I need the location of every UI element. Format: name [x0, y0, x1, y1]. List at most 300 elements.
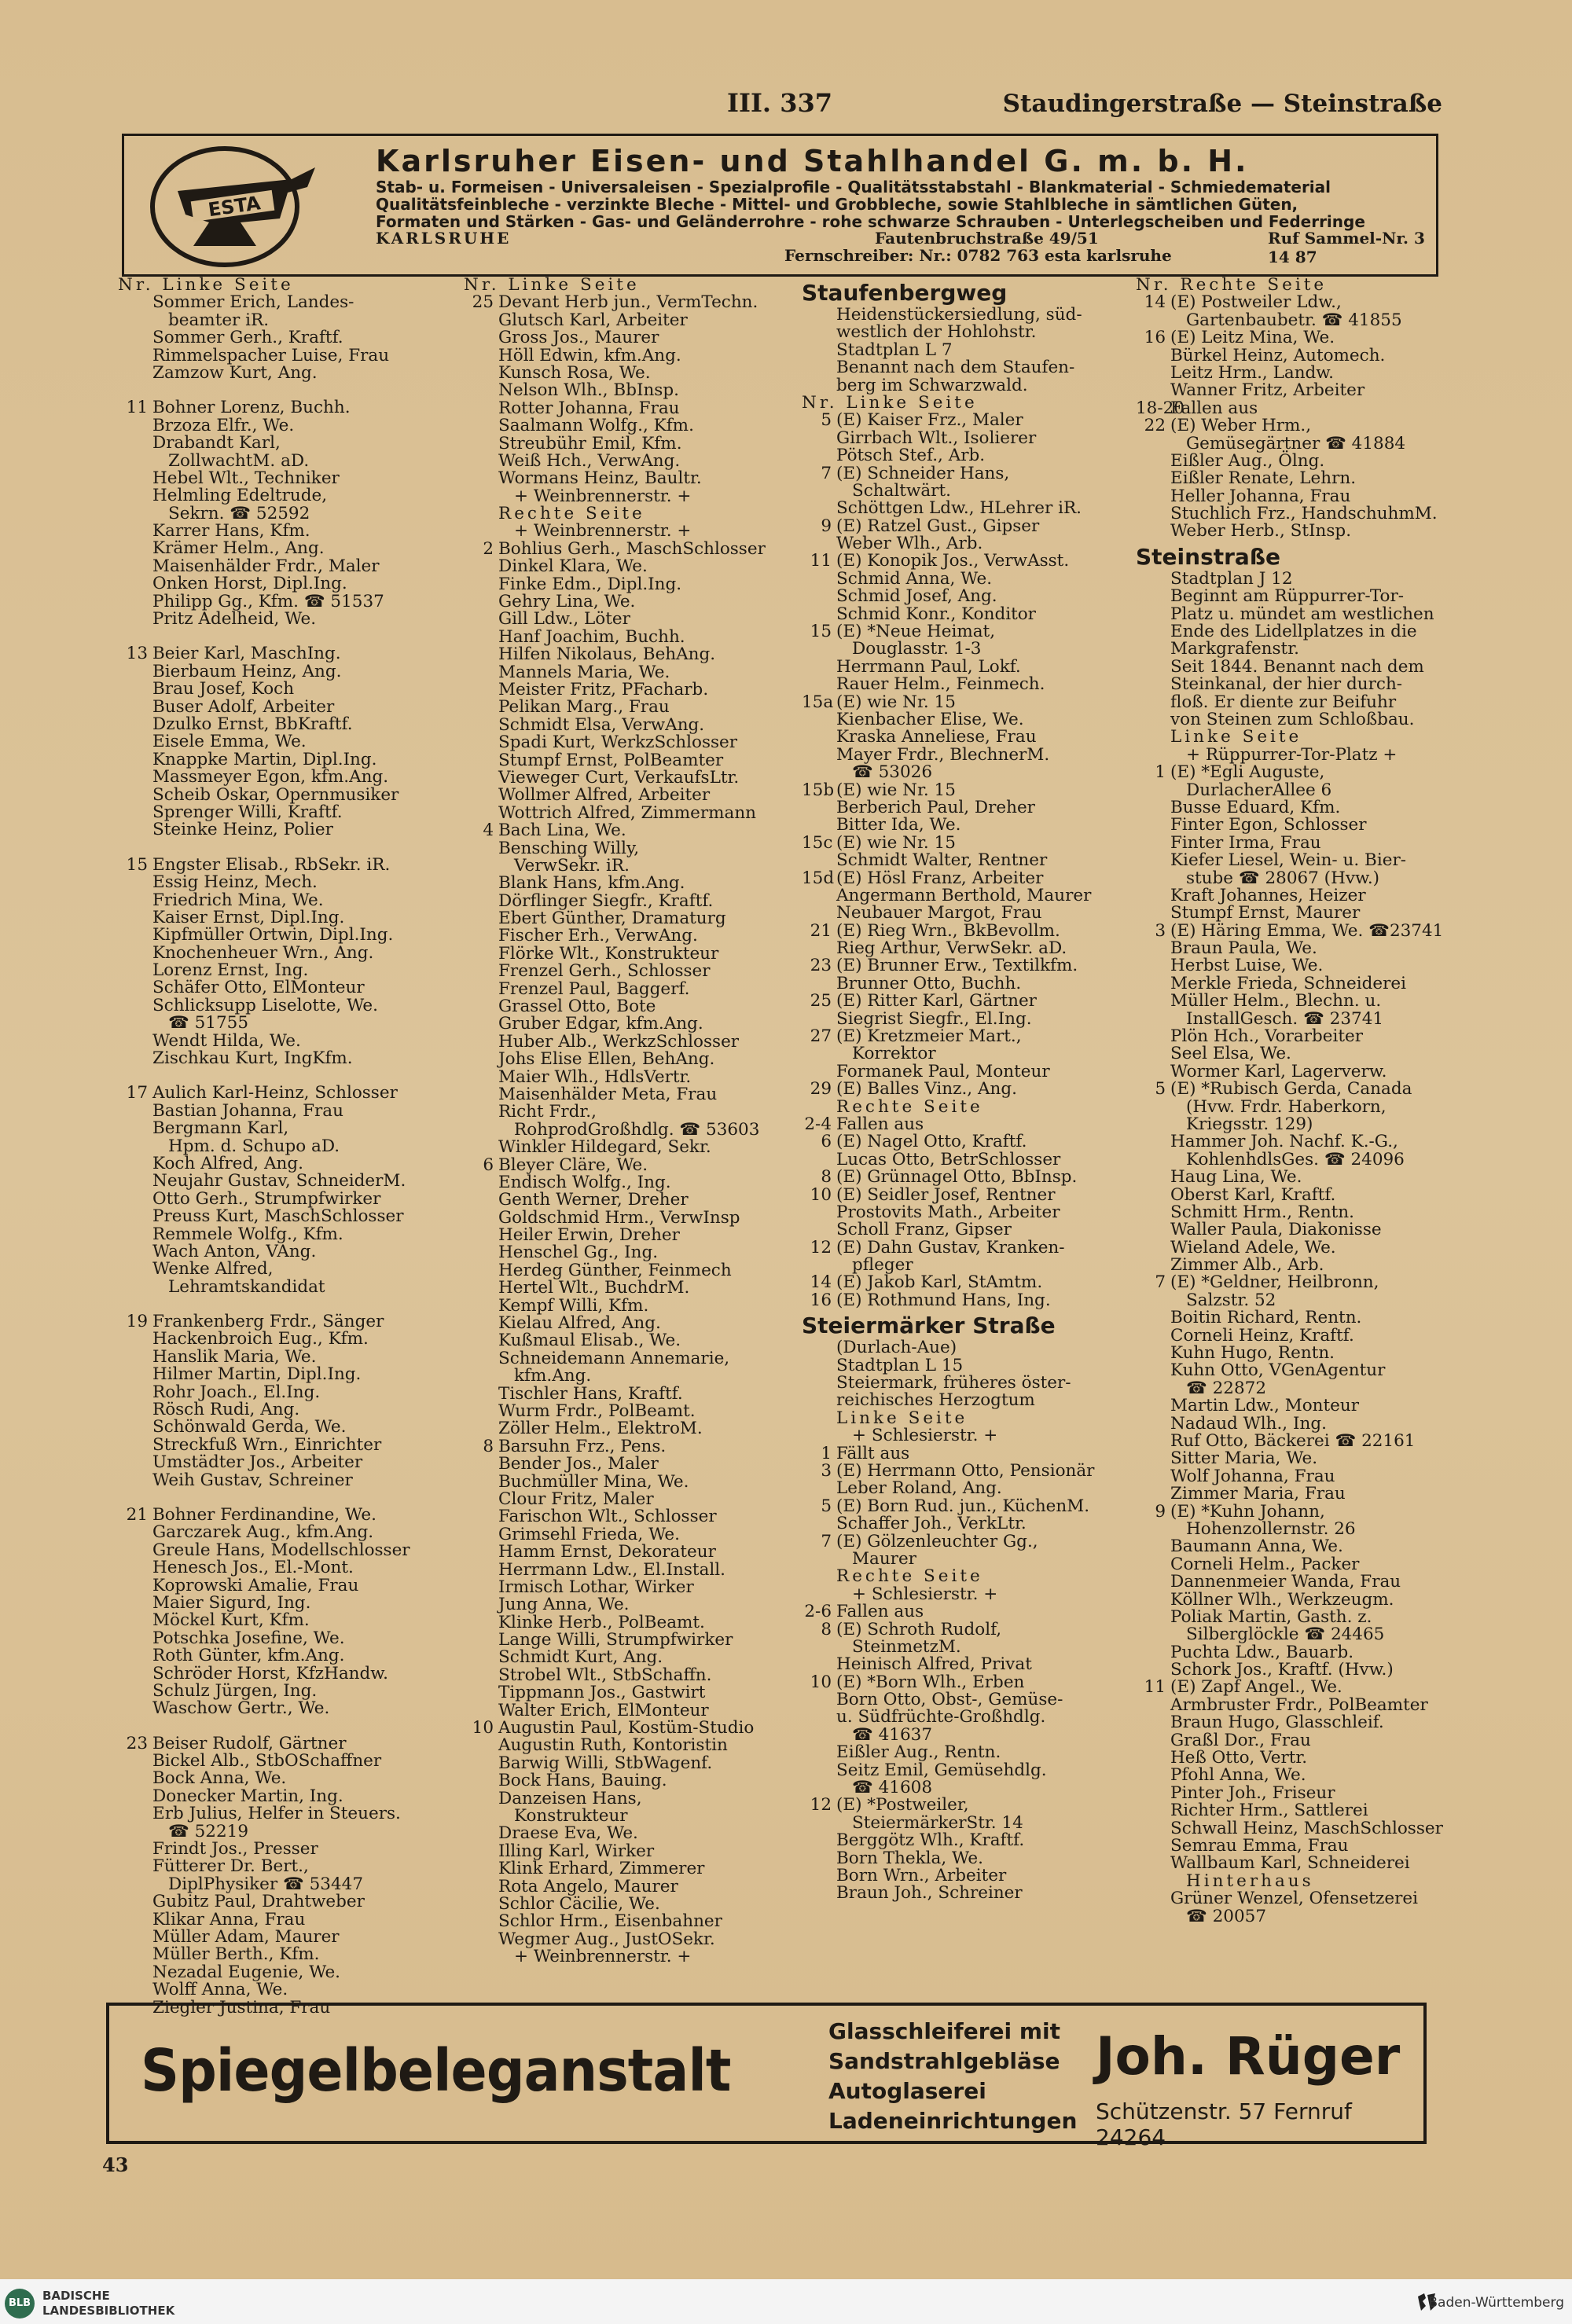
- entry-text: Eißler Renate, Lehrn.: [1170, 468, 1357, 489]
- directory-entry: [802, 1357, 1116, 1375]
- entry-text: (E) Konopik Jos., VerwAsst.: [836, 551, 1070, 571]
- house-number: 14: [1144, 292, 1166, 313]
- entry-gap: [118, 839, 444, 857]
- entry-text: Klink Erhard, Zimmerer: [498, 1859, 705, 1879]
- listing-column-4: [1136, 277, 1450, 1926]
- entry-text: (E) Kretzmeier Mart.,: [836, 1026, 1022, 1047]
- directory-entry: [802, 641, 1116, 658]
- directory-entry: [118, 909, 444, 927]
- entry-text: Schmidt Elsa, VerwAng.: [498, 714, 705, 735]
- house-number: 15: [810, 622, 832, 642]
- entry-text: Seitz Emil, Gemüsehdlg.: [836, 1760, 1047, 1780]
- street-heading: [1136, 541, 1450, 571]
- directory-entry: [118, 1173, 444, 1190]
- entry-text: Berberich Paul, Dreher: [836, 797, 1035, 817]
- house-number: 11: [126, 398, 148, 418]
- directory-entry: [802, 729, 1116, 746]
- directory-entry: [802, 1797, 1116, 1814]
- directory-entry: [802, 711, 1116, 729]
- entry-text: + Weinbrennerstr. +: [514, 521, 692, 542]
- directory-entry: [802, 1184, 1116, 1205]
- entry-text: Kielau Alfred, Ang.: [498, 1313, 661, 1334]
- directory-entry: [118, 1630, 444, 1647]
- entry-text: Zamzow Kurt, Ang.: [152, 362, 318, 383]
- entry-text: Finke Edm., Dipl.Ing.: [498, 574, 682, 594]
- entry-text: Kriegsstr. 129): [1186, 1114, 1313, 1134]
- entry-text: Bensching Willy,: [498, 838, 640, 858]
- entry-text: Zischkau Kurt, IngKfm.: [152, 1048, 353, 1069]
- directory-entry: [464, 1544, 802, 1561]
- directory-entry: [802, 975, 1116, 993]
- entry-text: Weih Gustav, Schreiner: [152, 1470, 353, 1490]
- entry-text: Bierbaum Heinz, Ang.: [152, 661, 342, 681]
- directory-entry: [464, 963, 802, 980]
- entry-text: Draese Eva, We.: [498, 1823, 638, 1844]
- directory-entry: [1136, 505, 1450, 523]
- house-number: 27: [810, 1026, 832, 1047]
- directory-entry: [118, 1100, 444, 1121]
- directory-entry: [464, 1051, 802, 1068]
- entry-text: (E) Jakob Karl, StAmtm.: [836, 1272, 1043, 1293]
- directory-entry: [1136, 1732, 1450, 1749]
- directory-entry: [464, 312, 802, 329]
- house-number: 10: [472, 1718, 494, 1738]
- directory-entry: [1136, 1397, 1450, 1415]
- directory-entry: [1136, 1116, 1450, 1133]
- entry-text: westlich der Hohlohstr.: [836, 322, 1037, 343]
- directory-entry: [118, 1770, 444, 1787]
- directory-entry: [1136, 1573, 1450, 1591]
- esta-company-name: Karlsruher Eisen- und Stahlhandel G. m. b. H.: [376, 144, 1249, 178]
- entry-text: (E) *Postweiler,: [836, 1795, 969, 1816]
- listing-column-3: [802, 277, 1116, 1903]
- directory-entry: [1136, 1292, 1450, 1309]
- directory-entry: [464, 593, 802, 611]
- directory-entry: [802, 1621, 1116, 1639]
- entry-text: Helmling Edeltrude,: [152, 486, 328, 506]
- directory-entry: [464, 1119, 802, 1140]
- entry-text: Kipfmüller Ortwin, Dipl.Ing.: [152, 925, 394, 945]
- house-number: 12: [810, 1795, 832, 1816]
- directory-entry: [1136, 312, 1450, 329]
- entry-text: Maurer: [852, 1548, 916, 1569]
- directory-entry: [802, 1548, 1116, 1569]
- entry-text: Bohlius Gerh., MaschSchlosser: [498, 538, 766, 559]
- directory-entry: [464, 1103, 802, 1121]
- directory-entry: [464, 1878, 802, 1896]
- directory-entry: [1136, 782, 1450, 799]
- entry-text: Heß Otto, Vertr.: [1170, 1748, 1308, 1768]
- entry-text: ☎ 52219: [168, 1821, 249, 1841]
- directory-entry: [802, 1081, 1116, 1098]
- esta-address: Fautenbruchstraße 49/51: [875, 229, 1099, 248]
- directory-entry: [118, 663, 444, 681]
- entry-text: Wottrich Alfred, Zimmermann: [498, 802, 757, 823]
- entry-text: Herdeg Günther, Feinmech: [498, 1260, 732, 1280]
- entry-text: Buser Adolf, Arbeiter: [152, 696, 335, 717]
- entry-text: Dannenmeier Wanda, Frau: [1170, 1572, 1401, 1592]
- entry-text: Schmid Josef, Ang.: [836, 586, 997, 607]
- entry-text: (E) Schroth Rudolf,: [836, 1619, 1002, 1639]
- house-number: 5: [821, 410, 832, 431]
- entry-text: ☎ 41608: [852, 1778, 933, 1798]
- entry-text: Pfohl Anna, We.: [1170, 1765, 1306, 1786]
- entry-text: DurlacherAllee 6: [1186, 780, 1332, 800]
- entry-text: Kienbacher Elise, We.: [836, 709, 1024, 729]
- entry-text: Preuss Kurt, MaschSchlosser: [152, 1206, 404, 1227]
- directory-entry: [464, 1526, 802, 1544]
- entry-text: Zöller Helm., ElektroM.: [498, 1419, 703, 1439]
- directory-entry: [464, 1456, 802, 1473]
- directory-entry: [802, 430, 1116, 447]
- directory-entry: [464, 822, 802, 839]
- entry-text: Genth Werner, Dreher: [498, 1190, 689, 1210]
- house-number: 1: [1155, 762, 1166, 783]
- entry-text: Waller Paula, Diakonisse: [1170, 1220, 1382, 1240]
- esta-line: Formaten und Stärken - Gas- und Geländerrohre - rohe schwarze Schrauben - Unterlegscheiben und Federringe: [376, 212, 1365, 231]
- directory-entry: [464, 538, 802, 559]
- esta-line: Stab- u. Formeisen - Universaleisen - Spezialprofile - Qualitätsstabstahl - Blankmaterial - Schmiedematerial: [376, 178, 1331, 196]
- directory-entry: [118, 1858, 444, 1875]
- directory-entry: [1136, 1767, 1450, 1784]
- house-number: 17: [126, 1083, 148, 1103]
- entry-text: ☎ 53026: [852, 762, 933, 783]
- street-heading: [802, 1309, 1116, 1339]
- entry-text: Maisenhälder Meta, Frau: [498, 1084, 718, 1104]
- entry-text: ZollwachtM. aD.: [168, 450, 310, 471]
- blb-library-name: [42, 2289, 174, 2318]
- directory-entry: [464, 699, 802, 716]
- directory-entry: [464, 1843, 802, 1860]
- directory-entry: [464, 1893, 802, 1914]
- directory-entry: [464, 1207, 802, 1228]
- entry-text: Born Otto, Obst-, Gemüse-: [836, 1690, 1063, 1710]
- entry-text: Sekrn. ☎ 52592: [168, 503, 310, 523]
- entry-text: Bock Anna, We.: [152, 1768, 287, 1789]
- entry-text: Maisenhälder Frdr., Maler: [152, 556, 380, 576]
- entry-text: Markgrafenstr.: [1170, 639, 1299, 659]
- directory-entry: [1136, 711, 1450, 729]
- entry-text: Wurm Frdr., PolBeamt.: [498, 1401, 696, 1421]
- directory-entry: [1136, 1380, 1450, 1397]
- directory-entry: [802, 1392, 1116, 1409]
- entry-text: Fütterer Dr. Bert.,: [152, 1856, 309, 1877]
- entry-text: Fällt aus: [836, 1443, 910, 1463]
- house-number: 16: [1144, 328, 1166, 348]
- entry-text: Kraska Anneliese, Frau: [836, 727, 1037, 747]
- directory-entry: [464, 1684, 802, 1702]
- directory-entry: [802, 500, 1116, 517]
- entry-text: Rimmelspacher Luise, Frau: [152, 345, 390, 365]
- directory-entry: [464, 1244, 802, 1261]
- directory-entry: [464, 1262, 802, 1279]
- entry-text: (E) *Rubisch Gerda, Canada: [1170, 1079, 1412, 1100]
- directory-entry: [118, 854, 444, 875]
- directory-entry: [118, 1050, 444, 1067]
- directory-entry: [464, 1805, 802, 1826]
- directory-entry: [802, 870, 1116, 887]
- entry-text: Lucas Otto, BetrSchlosser: [836, 1149, 1061, 1169]
- entry-text: Born Thekla, We.: [836, 1848, 983, 1868]
- entry-text: Salzstr. 52: [1186, 1290, 1276, 1310]
- entry-text: Hohenzollernstr. 26: [1186, 1518, 1356, 1539]
- entry-text: SteiermärkerStr. 14: [852, 1812, 1023, 1833]
- directory-entry: [118, 1680, 444, 1701]
- directory-entry: [1136, 870, 1450, 887]
- directory-entry: [464, 1015, 802, 1033]
- house-number: 4: [483, 821, 494, 841]
- directory-entry: [1136, 1468, 1450, 1485]
- directory-entry: [1136, 676, 1450, 693]
- directory-entry: [464, 523, 802, 540]
- entry-text: Herrmann Ldw., El.Install.: [498, 1559, 725, 1580]
- directory-entry: [464, 450, 802, 471]
- entry-text: Waschow Gertr., We.: [152, 1698, 330, 1719]
- directory-entry: [1136, 1589, 1450, 1610]
- entry-text: Heinisch Alfred, Privat: [836, 1654, 1032, 1675]
- entry-text: Ebert Günther, Dramaturg: [498, 909, 726, 929]
- directory-entry: [118, 487, 444, 505]
- entry-text: Kuhn Hugo, Rentn.: [1170, 1343, 1335, 1364]
- entry-text: Silberglöckle ☎ 24465: [1186, 1625, 1385, 1645]
- entry-text: Streckfuß Wrn., Einrichter: [152, 1434, 382, 1455]
- entry-text: Ziegler Justina, Frau: [152, 1997, 331, 2017]
- entry-text: Mannels Maria, We.: [498, 662, 670, 682]
- entry-gap: [118, 1296, 444, 1313]
- directory-entry: [802, 1239, 1116, 1257]
- entry-text: Klikar Anna, Frau: [152, 1909, 306, 1929]
- entry-text: Armbruster Frdr., PolBeamter: [1170, 1694, 1428, 1715]
- entry-text: (E) Balles Vinz., Ang.: [836, 1079, 1017, 1100]
- directory-entry: [118, 523, 444, 540]
- directory-entry: [464, 470, 802, 487]
- entry-text: Boitin Richard, Rentn.: [1170, 1308, 1362, 1328]
- house-number: 2: [483, 538, 494, 559]
- blb-line-2: LANDESBIBLIOTHEK: [42, 2304, 175, 2318]
- entry-text: Linke Seite: [1170, 727, 1302, 747]
- entry-text: Girrbach Wlt., Isolierer: [836, 428, 1037, 448]
- entry-text: Müller Helm., Blechn. u.: [1170, 991, 1382, 1011]
- entry-text: Plön Hch., Vorarbeiter: [1170, 1026, 1363, 1047]
- entry-text: Donecker Martin, Ing.: [152, 1786, 343, 1806]
- entry-text: ☎ 51755: [168, 1013, 249, 1034]
- entry-text: Gill Ldw., Löter: [498, 609, 630, 630]
- entry-text: Heller Johanna, Frau: [1170, 486, 1351, 506]
- entry-text: (E) Zapf Angel., We.: [1170, 1677, 1342, 1698]
- directory-entry: [1136, 744, 1450, 765]
- entry-text: Finter Egon, Schlosser: [1170, 815, 1367, 835]
- entry-text: Goldschmid Hrm., VerwInsp: [498, 1207, 740, 1228]
- house-number: 14: [810, 1272, 832, 1293]
- directory-entry: [802, 1151, 1116, 1169]
- directory-entry: [802, 1045, 1116, 1063]
- directory-entry: [464, 1157, 802, 1174]
- entry-text: (E) Gölzenleuchter Gg.,: [836, 1531, 1038, 1551]
- house-number: 2-6: [804, 1602, 832, 1622]
- directory-entry: [118, 1700, 444, 1717]
- directory-entry: [1136, 435, 1450, 453]
- entry-text: Herrmann Paul, Lokf.: [836, 656, 1021, 677]
- directory-entry: [464, 875, 802, 892]
- directory-entry: [118, 1313, 444, 1331]
- entry-text: Farischon Wlt., Schlosser: [498, 1507, 717, 1527]
- directory-entry: [118, 347, 444, 365]
- directory-entry: [802, 1850, 1116, 1867]
- directory-entry: [802, 359, 1116, 376]
- directory-entry: [118, 1507, 444, 1524]
- spiegelbeleganstalt-advertisement: [106, 2003, 1427, 2150]
- directory-entry: [802, 342, 1116, 359]
- entry-text: (E) Schneider Hans,: [836, 463, 1010, 483]
- directory-entry: [464, 1069, 802, 1086]
- entry-gap: [118, 1489, 444, 1507]
- directory-entry: [802, 1867, 1116, 1885]
- directory-entry: [1136, 294, 1450, 311]
- entry-text: Bickel Alb., StbOSchaffner: [152, 1751, 382, 1771]
- entry-text: Bürkel Heinz, Automech.: [1170, 345, 1386, 365]
- side-heading: [802, 1410, 1116, 1427]
- directory-entry: [118, 1946, 444, 1963]
- directory-entry: [1136, 1239, 1450, 1257]
- directory-entry: [1136, 940, 1450, 957]
- entry-text: Haug Lina, We.: [1170, 1167, 1302, 1188]
- directory-entry: [1136, 1151, 1450, 1169]
- entry-text: Prostovits Math., Arbeiter: [836, 1202, 1060, 1222]
- directory-entry: [802, 606, 1116, 623]
- entry-text: Schaltwärt.: [852, 480, 951, 501]
- entry-text: Nr. Linke Seite: [118, 275, 294, 295]
- entry-text: Erb Julius, Helfer in Steuers.: [152, 1804, 401, 1824]
- entry-text: Stumpf Ernst, PolBeamter: [498, 750, 724, 770]
- directory-entry: [802, 832, 1116, 853]
- directory-entry: [802, 905, 1116, 922]
- directory-entry: [464, 927, 802, 945]
- directory-entry: [118, 997, 444, 1015]
- entry-text: + Weinbrennerstr. +: [514, 486, 692, 506]
- entry-text: Bergmann Karl,: [152, 1118, 289, 1139]
- entry-text: ☎ 22872: [1186, 1378, 1267, 1398]
- directory-entry: [464, 910, 802, 927]
- directory-entry: [464, 1825, 802, 1842]
- entry-text: Wanner Fritz, Arbeiter: [1170, 380, 1365, 401]
- entry-text: Neujahr Gustav, SchneiderM.: [152, 1171, 406, 1191]
- directory-entry: [1136, 488, 1450, 505]
- entry-text: Hinterhaus: [1186, 1871, 1314, 1891]
- entry-text: Corneli Heinz, Kraftf.: [1170, 1325, 1354, 1346]
- directory-entry: [1136, 1644, 1450, 1661]
- directory-entry: [802, 480, 1116, 501]
- entry-text: + Weinbrennerstr. +: [514, 1947, 692, 1967]
- directory-entry: [464, 1420, 802, 1437]
- directory-entry: [1136, 470, 1450, 487]
- directory-entry: [118, 927, 444, 944]
- directory-entry: [118, 1472, 444, 1489]
- directory-entry: [1136, 799, 1450, 817]
- entry-text: Bohner Lorenz, Buchh.: [152, 398, 351, 418]
- directory-entry: [464, 1649, 802, 1666]
- directory-entry: [464, 1559, 802, 1580]
- entry-text: (E) Kaiser Frz., Maler: [836, 410, 1023, 431]
- entry-text: pfleger: [852, 1255, 913, 1276]
- spiegel-service: Sandstrahlgebläse: [828, 2048, 1060, 2074]
- directory-entry: [118, 1030, 444, 1051]
- directory-entry: [118, 1401, 444, 1419]
- entry-text: Umstädter Jos., Arbeiter: [152, 1452, 363, 1473]
- directory-entry: [802, 1292, 1116, 1309]
- directory-entry: [1136, 905, 1450, 922]
- entry-text: Augustin Ruth, Kontoristin: [498, 1735, 728, 1756]
- directory-entry: [1136, 1327, 1450, 1345]
- entry-text: Wallbaum Karl, Schneiderei: [1170, 1853, 1410, 1874]
- entry-text: Rotter Johanna, Frau: [498, 398, 680, 418]
- directory-entry: [802, 1133, 1116, 1151]
- directory-entry: [118, 1788, 444, 1805]
- entry-text: Frindt Jos., Presser: [152, 1839, 318, 1860]
- entry-text: Johs Elise Ellen, BehAng.: [498, 1049, 715, 1070]
- listing-column-1: [118, 277, 444, 2017]
- directory-entry: [464, 1383, 802, 1404]
- house-number: 13: [126, 644, 148, 664]
- directory-entry: [464, 1471, 802, 1492]
- directory-entry: [1136, 832, 1450, 853]
- directory-entry: [464, 890, 802, 911]
- directory-entry: [464, 646, 802, 663]
- entry-text: Buchmüller Mina, We.: [498, 1471, 689, 1492]
- entry-text: kfm.Ang.: [514, 1366, 592, 1386]
- entry-text: Stadtplan L 7: [836, 340, 953, 360]
- directory-entry: [802, 1533, 1116, 1551]
- entry-text: Leber Roland, Ang.: [836, 1478, 1002, 1499]
- entry-text: Steinke Heinz, Polier: [152, 820, 333, 840]
- entry-text: ☎ 20057: [1186, 1906, 1267, 1926]
- house-number: 23: [126, 1733, 148, 1753]
- directory-entry: [1136, 1556, 1450, 1573]
- entry-text: Tischler Hans, Kraftf.: [498, 1383, 683, 1404]
- directory-entry: [1136, 1782, 1450, 1803]
- entry-text: (E) Ratzel Gust., Gipser: [836, 516, 1040, 536]
- directory-entry: [1136, 588, 1450, 605]
- esta-advertisement: [122, 134, 1438, 277]
- directory-entry: [802, 535, 1116, 553]
- directory-entry: [118, 593, 444, 611]
- directory-entry: [118, 575, 444, 593]
- house-number: 10: [810, 1184, 832, 1205]
- entry-text: Blank Hans, kfm.Ang.: [498, 873, 685, 894]
- entry-text: Stuchlich Frz., HandschuhmM.: [1170, 504, 1438, 524]
- entry-text: Seel Elsa, We.: [1170, 1044, 1291, 1064]
- entry-text: Jung Anna, We.: [498, 1595, 630, 1615]
- directory-entry: [118, 1331, 444, 1348]
- entry-text: Nr. Rechte Seite: [1136, 275, 1328, 295]
- entry-text: Douglasstr. 1-3: [852, 639, 982, 659]
- entry-text: (E) Seidler Josef, Rentner: [836, 1184, 1056, 1205]
- house-number: 29: [810, 1079, 832, 1100]
- entry-text: (E) Rieg Wrn., BkBevollm.: [836, 920, 1060, 941]
- directory-entry: [1136, 1274, 1450, 1291]
- entry-text: Schäfer Otto, ElMonteur: [152, 978, 365, 998]
- directory-entry: [118, 470, 444, 487]
- esta-product-lines: [376, 178, 1413, 230]
- directory-entry: [802, 1744, 1116, 1761]
- directory-entry: [464, 1737, 802, 1754]
- entry-text: (E) Brunner Erw., Textilkfm.: [836, 956, 1078, 976]
- entry-text: Grassel Otto, Bote: [498, 997, 656, 1017]
- directory-entry: [118, 329, 444, 347]
- directory-entry: [802, 307, 1116, 324]
- directory-entry: [118, 1454, 444, 1471]
- directory-entry: [1136, 1802, 1450, 1819]
- entry-text: Kuhn Otto, VGenAgentur: [1170, 1360, 1386, 1381]
